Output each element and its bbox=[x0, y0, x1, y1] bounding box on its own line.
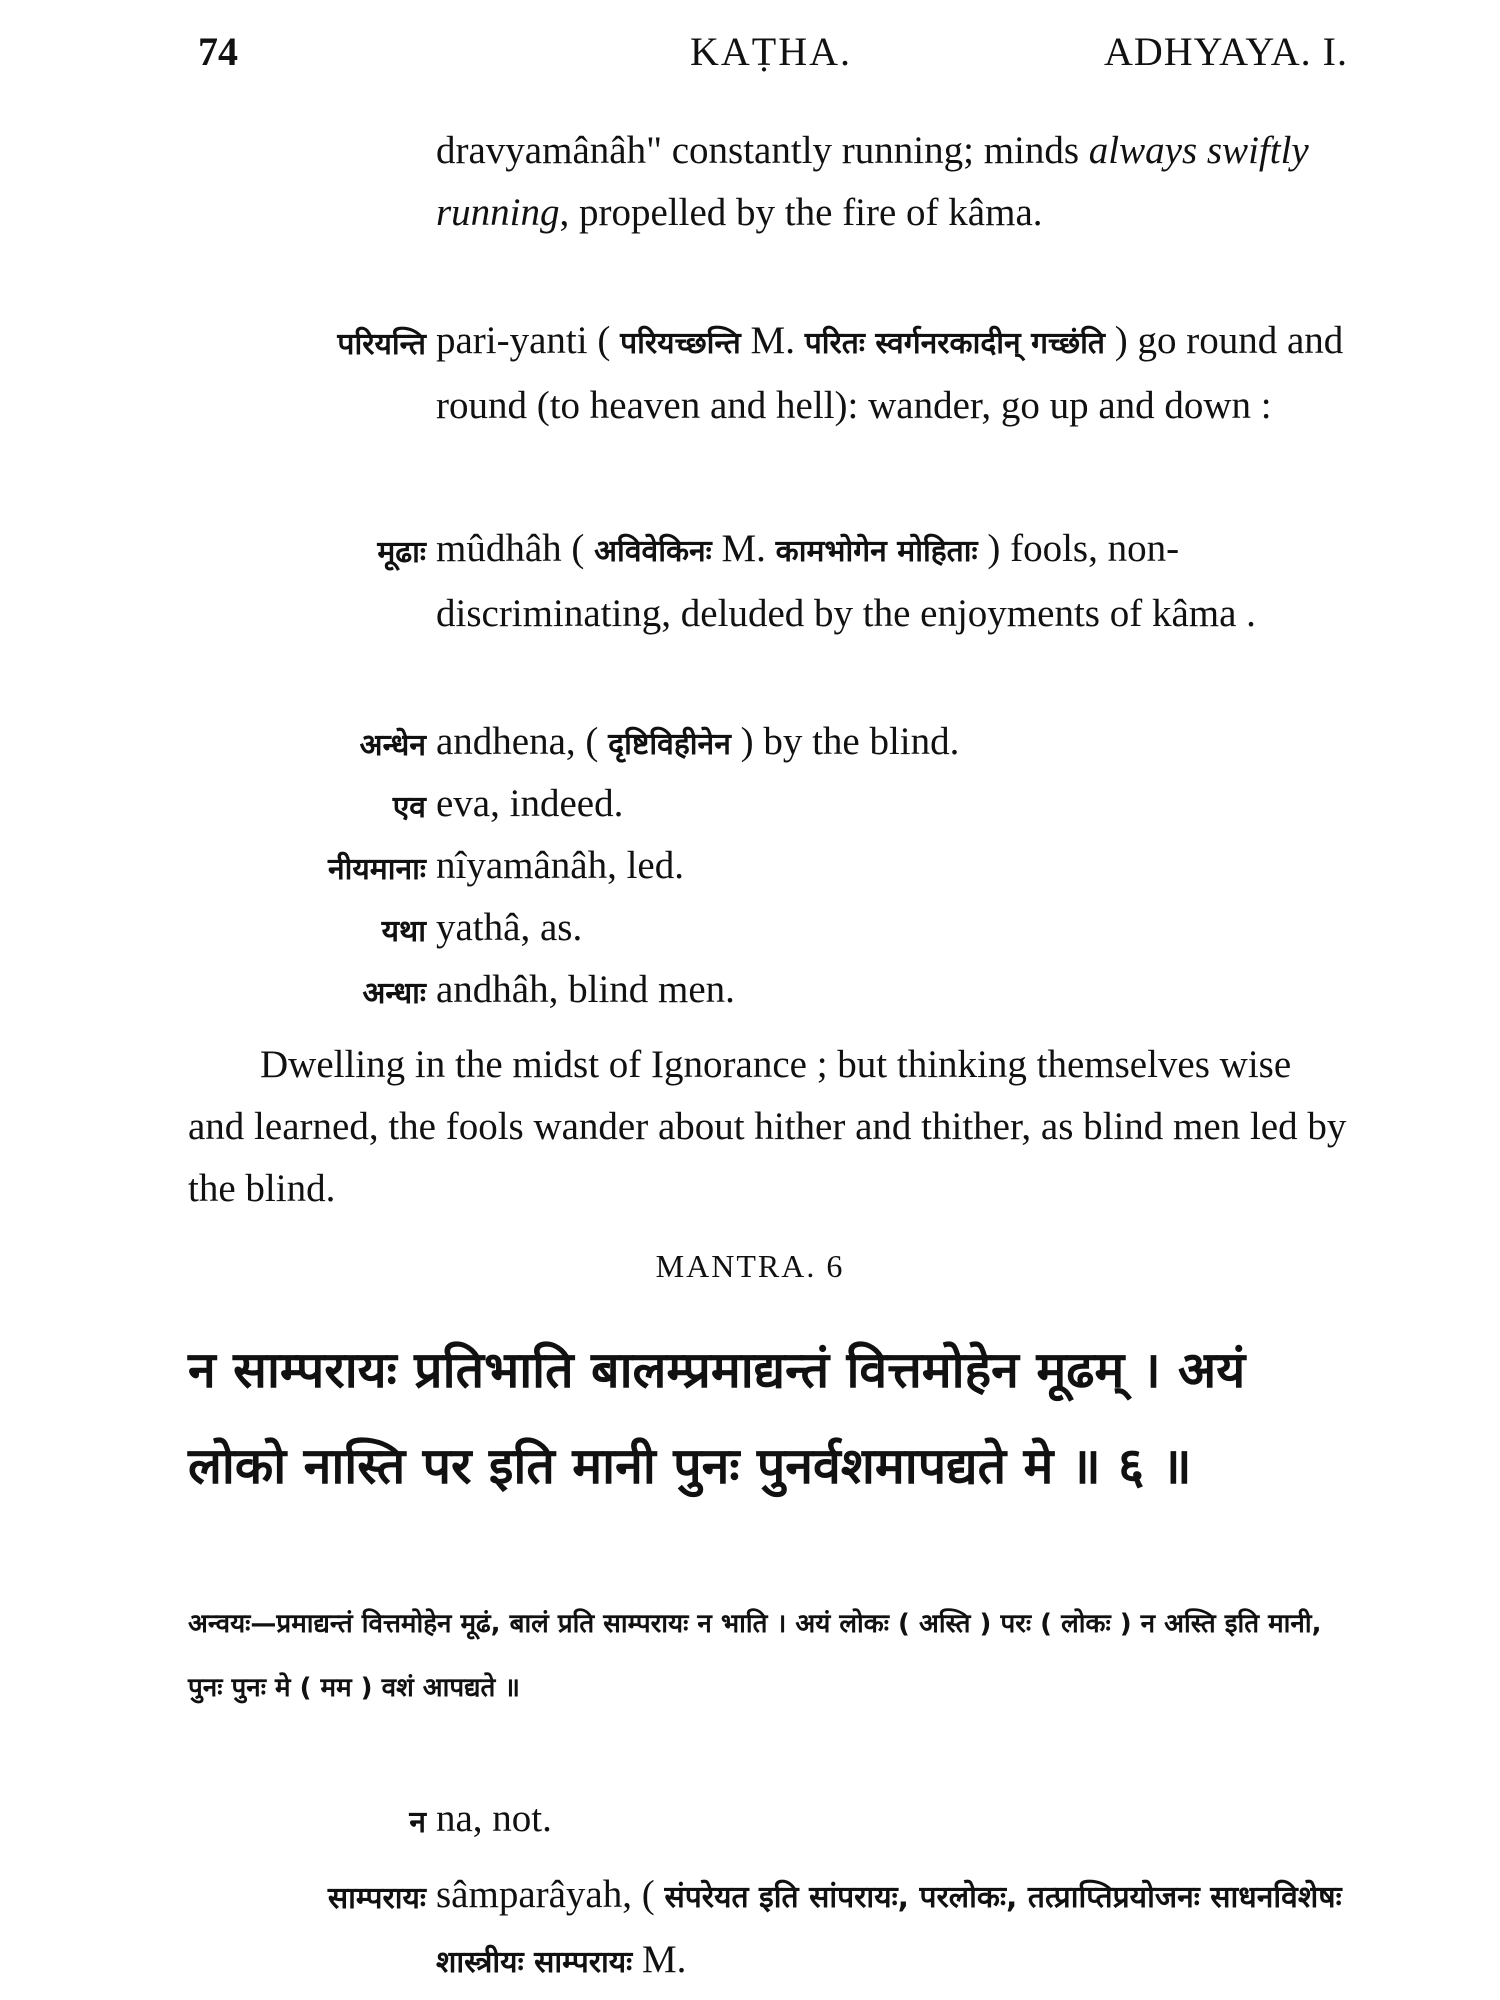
gloss-headword: न bbox=[409, 1805, 426, 1840]
gloss-entry: mûdhâh ( अविवेकिनः M. कामभोगेन मोहिताः ) fools, non-discriminating, deluded by the enjoyments of kâma . bbox=[436, 527, 1256, 635]
gloss-entry: andhâh, blind men. bbox=[436, 968, 735, 1011]
running-section: ADHYAYA. I. bbox=[1104, 29, 1348, 74]
gloss-entry: nîyamânâh, led. bbox=[436, 844, 684, 887]
gloss-headword: यथा bbox=[381, 914, 426, 949]
gloss-headword: साम्परायः bbox=[327, 1881, 426, 1916]
gloss-entry: yathâ, as. bbox=[436, 906, 583, 949]
translation-paragraph: Dwelling in the midst of Ignorance ; but thinking themselves wise and learned, the fools wander about hither and thither, as blind men led by the blind. bbox=[188, 1043, 1347, 1210]
gloss-headword: परियन्ति bbox=[337, 327, 426, 362]
running-title: KAṬHA. bbox=[690, 29, 852, 74]
gloss-headword: अन्धाः bbox=[362, 976, 426, 1011]
mantra-heading: MANTRA. 6 bbox=[655, 1248, 845, 1284]
page-header bbox=[0, 28, 1500, 88]
gloss-headword: अन्धेन bbox=[359, 728, 426, 763]
gloss-entry: sâmparâyah, ( संपरेयत इति सांपरायः, परलोकः, तत्प्राप्तिप्रयोजनः साधनविशेषः शास्त्रीयः साम्परायः M. bbox=[436, 1873, 1342, 1981]
sanskrit-verse: न साम्परायः प्रतिभाति बालम्प्रमाद्यन्तं वित्तमोहेन मूढम् । अयं लोको नास्ति पर इति मानी पुनः पुनर्वशमापद्यते मे ॥ ६ ॥ bbox=[188, 1341, 1246, 1495]
gloss-headword: एव bbox=[392, 790, 426, 825]
gloss-entry: andhena, ( दृष्टिविहीनेन ) by the blind. bbox=[436, 720, 960, 763]
gloss-entry: na, not. bbox=[436, 1797, 552, 1840]
gloss-entry: pari-yanti ( परियच्छन्ति M. परितः स्वर्गनरकादीन् गच्छंति ) go round and round (to heaven and hell): wander, go up and down : bbox=[436, 319, 1344, 427]
page-number: 74 bbox=[198, 29, 238, 74]
gloss-headword: नीयमानाः bbox=[327, 852, 426, 887]
gloss-headword: मूढाः bbox=[377, 535, 426, 570]
anvaya-prose-order: अन्वयः—प्रमाद्यन्तं वित्तमोहेन मूढं, बालं प्रति साम्परायः न भाति । अयं लोकः ( अस्ति ) परः ( लोकः ) न अस्ति इति मानी, पुनः पुनः मे ( मम ) वशं आपद्यते ॥ bbox=[188, 1609, 1322, 1703]
continuation-text: dravyamânâh" constantly running; minds always swiftly running, propelled by the fire of kâma. bbox=[436, 129, 1309, 234]
gloss-entry: eva, indeed. bbox=[436, 782, 624, 825]
